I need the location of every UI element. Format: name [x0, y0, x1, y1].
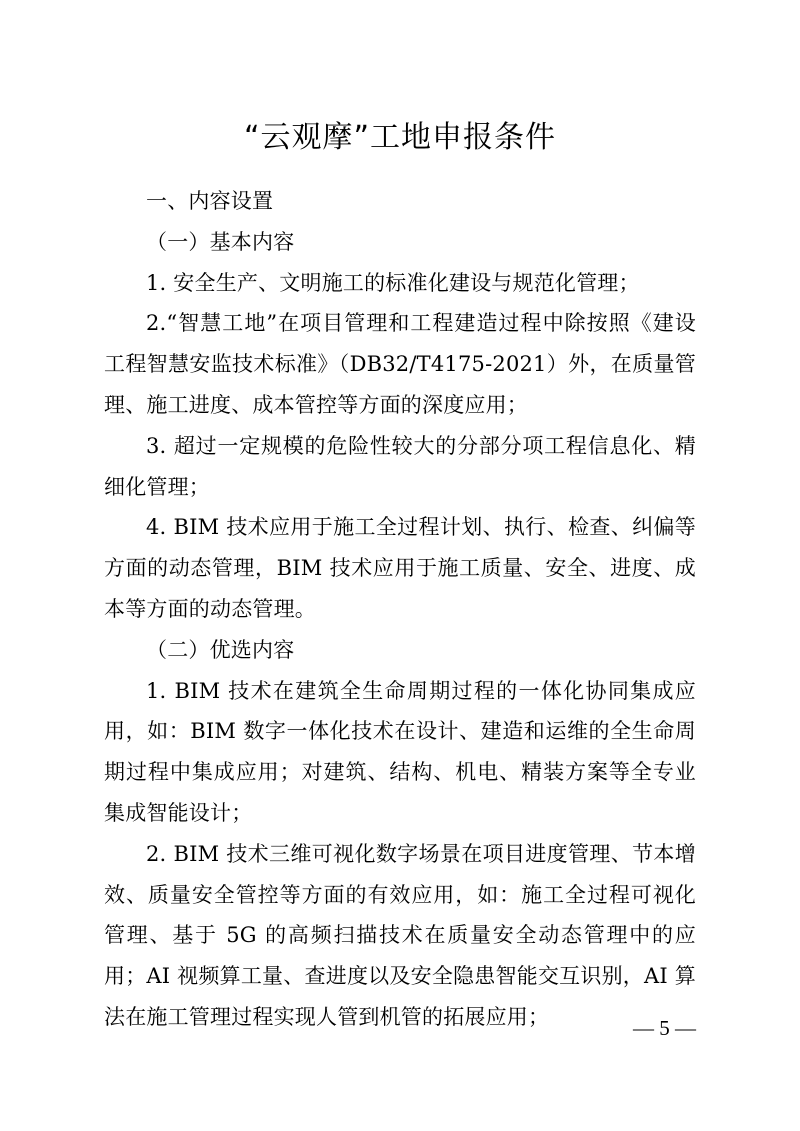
paragraph: 3. 超过一定规模的危险性较大的分部分项工程信息化、精细化管理； — [104, 433, 696, 499]
document-title: “云观摩”工地申报条件 — [243, 120, 557, 155]
paragraph: 1. 安全生产、文明施工的标准化建设与规范化管理； — [146, 270, 640, 295]
subsection-heading: （一）基本内容 — [146, 229, 295, 254]
page-number: — 5 — — [633, 1016, 696, 1040]
section-heading: 一、内容设置 — [146, 189, 274, 213]
document-body — [104, 181, 696, 1038]
paragraph: 4. BIM 技术应用于施工全过程计划、执行、检查、纠偏等方面的动态管理，BIM 技术应用于施工质量、安全、进度、成本等方面的动态管理。 — [104, 515, 696, 621]
paragraph: 2. BIM 技术三维可视化数字场景在项目进度管理、节本增效、质量安全管控等方面的有效应用，如：施工全过程可视化管理、基于 5G 的高频扫描技术在质量安全动态管理中的应用；AI 视频算工量、查进度以及安全隐患智能交互识别，AI 算法在施工管理过程实现人管到机管的拓展应用； — [104, 841, 696, 1029]
paragraph: 1. BIM 技术在建筑全生命周期过程的一体化协同集成应用，如：BIM 数字一体化技术在设计、建造和运维的全生命周期过程中集成应用；对建筑、结构、机电、精装方案等全专业集成智能设计； — [104, 678, 696, 825]
subsection-heading: （二）优选内容 — [146, 637, 295, 662]
paragraph: 2.“智慧工地”在项目管理和工程建造过程中除按照《建设工程智慧安监技术标准》（DB32/T4175-2021）外，在质量管理、施工进度、成本管控等方面的深度应用； — [104, 311, 696, 417]
